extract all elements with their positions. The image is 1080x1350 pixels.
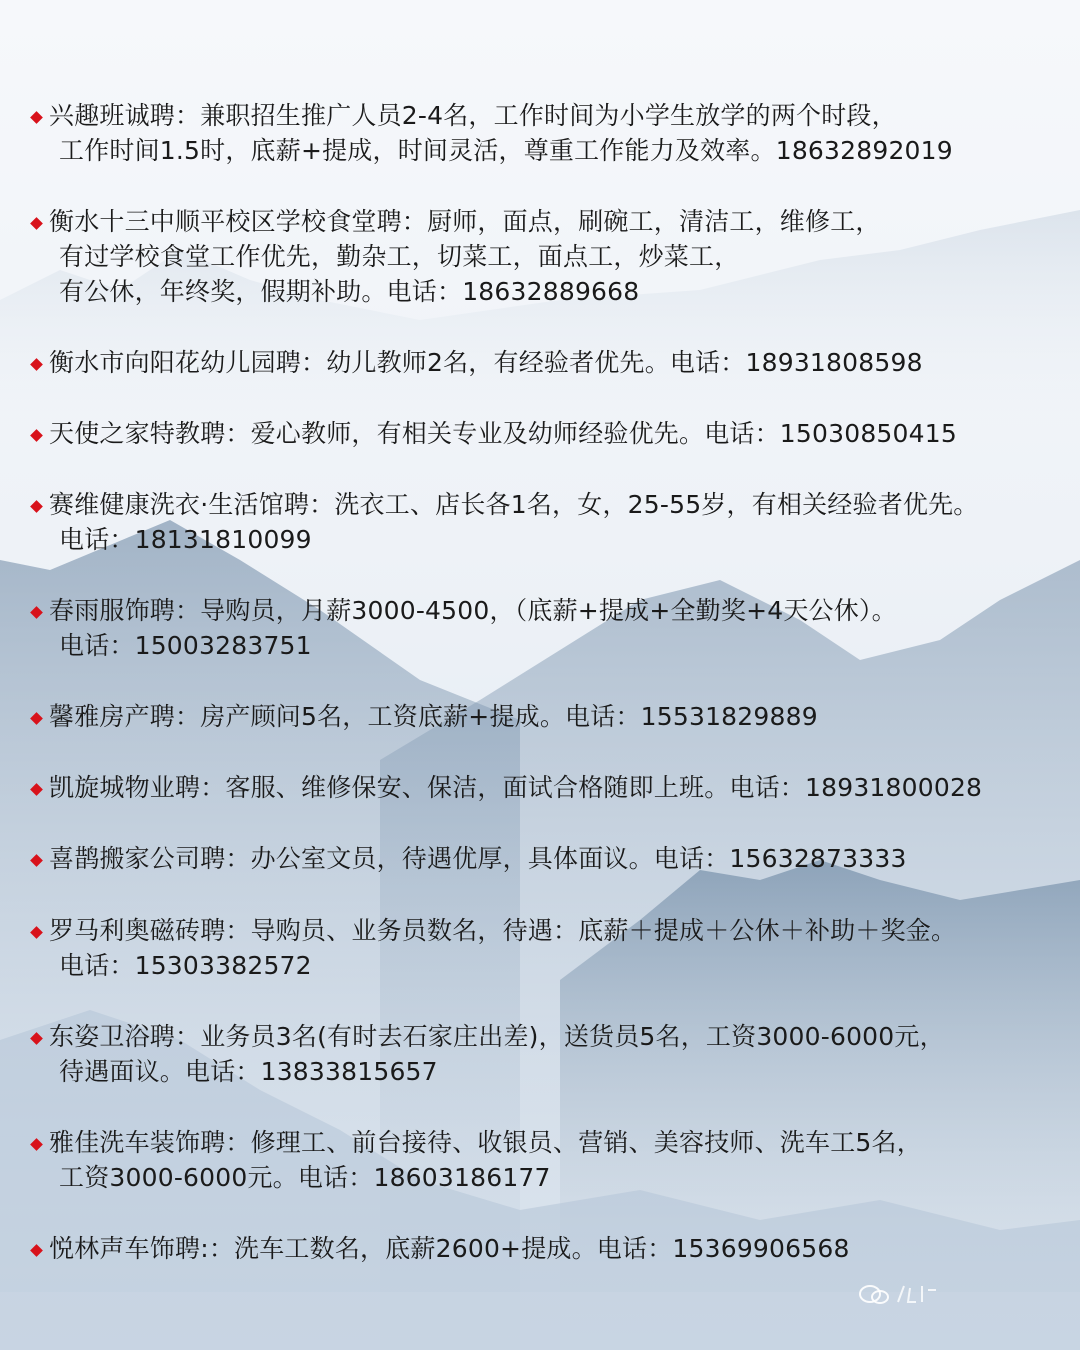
listing-line: 赛维健康洗衣·生活馆聘：洗衣工、店长各1名，女，25-55岁，有相关经验者优先。	[49, 490, 979, 519]
listing-line: 天使之家特教聘：爱心教师，有相关专业及幼师经验优先。电话：15030850415	[49, 419, 957, 448]
listing-line: 罗马利奥磁砖聘：导购员、业务员数名，待遇：底薪＋提成＋公休＋补助＋奖金。	[49, 916, 957, 945]
bullet-icon	[30, 1244, 43, 1257]
listing-line: 喜鹊搬家公司聘：办公室文员，待遇优厚，具体面议。电话：15632873333	[49, 844, 907, 873]
bullet-icon	[30, 712, 43, 725]
listing-line: 工资3000-6000元。电话：18603186177	[59, 1163, 551, 1192]
listing-line: 东姿卫浴聘：业务员3名(有时去石家庄出差)，送货员5名，工资3000-6000元，	[49, 1022, 945, 1051]
bullet-icon	[30, 358, 43, 371]
bullet-icon	[30, 783, 43, 796]
listing-line: 衡水十三中顺平校区学校食堂聘：厨师，面点，刷碗工，清洁工，维修工，	[49, 207, 881, 236]
listing-line: 电话：15003283751	[59, 631, 312, 660]
bullet-icon	[30, 1138, 43, 1151]
listing-line: 春雨服饰聘：导购员，月薪3000-4500，（底薪+提成+全勤奖+4天公休）。	[49, 596, 897, 625]
listing-line: 馨雅房产聘：房产顾问5名，工资底薪+提成。电话：15531829889	[49, 702, 818, 731]
bullet-icon	[30, 217, 43, 230]
listing-line: 凯旋城物业聘：客服、维修保安、保洁，面试合格随即上班。电话：18931800028	[49, 773, 983, 802]
bullet-icon	[30, 854, 43, 867]
listing-line: 雅佳洗车装饰聘：修理工、前台接待、收银员、营销、美容技师、洗车工5名，	[49, 1128, 922, 1157]
bullet-icon	[30, 1032, 43, 1045]
listing-line: 悦林声车饰聘:：洗车工数名，底薪2600+提成。电话：15369906568	[49, 1234, 850, 1263]
listing-line: 待遇面议。电话：13833815657	[59, 1057, 438, 1086]
listing-line: 工作时间1.5时，底薪+提成，时间灵活，尊重工作能力及效率。18632892019	[59, 136, 953, 165]
bullet-icon	[30, 111, 43, 124]
listing-line: 有过学校食堂工作优先，勤杂工，切菜工，面点工，炒菜工，	[59, 242, 740, 271]
wechat-logo-icon	[858, 1282, 968, 1306]
listing-line: 衡水市向阳花幼儿园聘：幼儿教师2名，有经验者优先。电话：18931808598	[49, 348, 923, 377]
listing-line: 电话：15303382572	[59, 951, 312, 980]
listing-line: 兴趣班诚聘：兼职招生推广人员2-4名，工作时间为小学生放学的两个时段，	[49, 101, 897, 130]
bullet-icon	[30, 500, 43, 513]
bullet-icon	[30, 926, 43, 939]
bullet-icon	[30, 606, 43, 619]
listing-line: 有公休，年终奖，假期补助。电话：18632889668	[59, 277, 640, 306]
bullet-icon	[30, 429, 43, 442]
listing-line: 电话：18131810099	[59, 525, 312, 554]
